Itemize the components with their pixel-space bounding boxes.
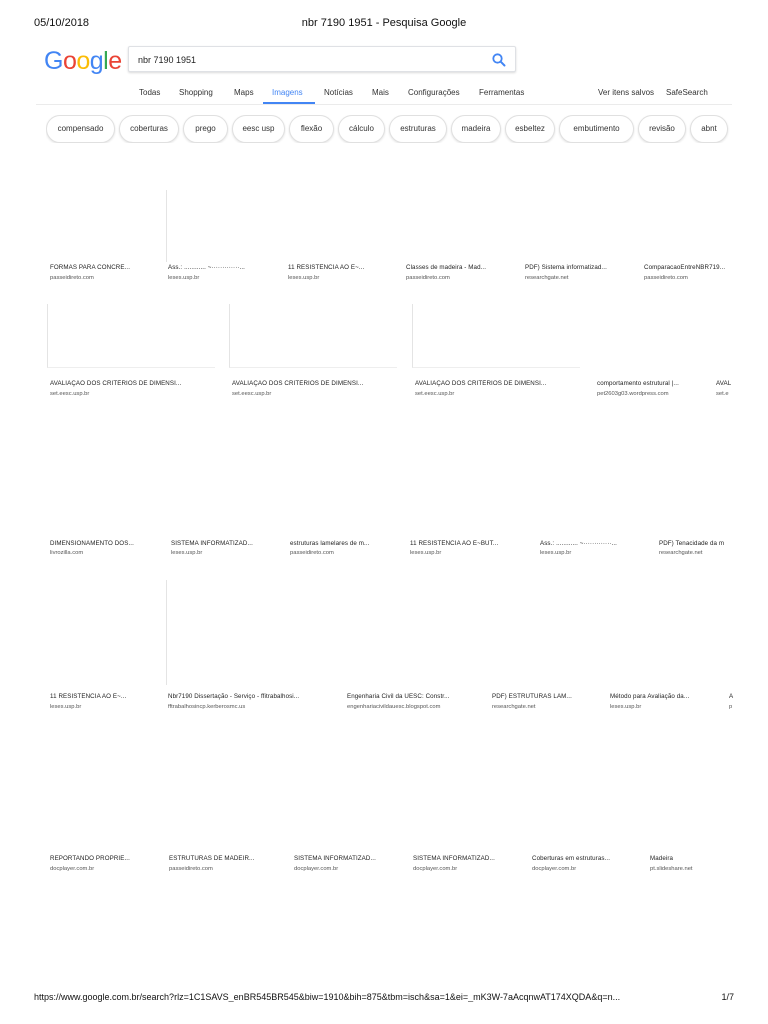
image-thumbnail[interactable] (727, 580, 757, 685)
result-title[interactable]: Método para Avaliação da... (610, 693, 690, 700)
result-source: set.eesc.usp.br (50, 391, 90, 397)
result-source: pt.slideshare.net (650, 866, 693, 872)
result-source: set.eesc.usp.br (415, 391, 455, 397)
result-source: leses.usp.br (410, 550, 442, 556)
chip[interactable]: embutimento (559, 115, 634, 143)
logo-letter: G (44, 47, 63, 75)
image-thumbnail[interactable] (286, 160, 398, 262)
logo-letter: e (108, 47, 122, 75)
result-title[interactable]: SISTEMA INFORMATIZAD... (413, 855, 495, 862)
print-page-title: nbr 7190 1951 - Pesquisa Google (301, 17, 467, 29)
result-source: leses.usp.br (540, 550, 572, 556)
image-thumbnail[interactable] (657, 415, 757, 535)
image-thumbnail[interactable] (169, 415, 283, 535)
result-title[interactable]: Ass.: ............ ~·············... (540, 540, 617, 547)
result-title[interactable]: SISTEMA INFORMATIZAD... (294, 855, 376, 862)
result-title[interactable]: Ass.: ............ ~·············... (168, 264, 245, 271)
saved-items-link[interactable]: Ver itens salvos (598, 88, 655, 97)
image-thumbnail[interactable] (47, 304, 215, 368)
result-source: researchgate.net (492, 704, 536, 710)
logo-letter: o (62, 47, 77, 75)
image-thumbnail[interactable] (166, 580, 340, 685)
image-thumbnail[interactable] (166, 190, 280, 262)
print-url: https://www.google.com.br/search?rlz=1C1SAVS_enBR545BR545&biw=1910&bih=875&tbm=isch&sa=1&ei=_mK3W-7aAcqnwAT174XQDA&q=n... (34, 992, 621, 1002)
result-source: docplayer.com.br (413, 866, 458, 872)
logo-letter: l (103, 47, 109, 75)
result-title[interactable]: 11 RESISTÊNCIA AO E~BUT... (410, 540, 499, 547)
result-source: p (729, 704, 733, 710)
image-thumbnail[interactable] (648, 730, 756, 850)
chip[interactable]: eesc usp (232, 115, 285, 143)
result-title[interactable]: Coberturas em estruturas... (532, 855, 611, 862)
result-title[interactable]: AVALIAÇÃO DOS CRITÉRIOS DE DIMENSI... (232, 380, 364, 387)
result-title[interactable]: ESTRUTURAS DE MADEIR... (169, 855, 255, 862)
result-source: passeidireto.com (50, 275, 94, 281)
image-thumbnail[interactable] (288, 415, 402, 535)
print-page-number: 1/7 (721, 992, 734, 1002)
result-title[interactable]: Nbr7190 Dissertação - Serviço - ffitrabalhosi... (168, 693, 300, 700)
image-thumbnail[interactable] (48, 415, 162, 535)
result-title[interactable]: Engenharia Civil da UESC: Constr... (347, 693, 450, 700)
result-title[interactable]: Madeira (650, 855, 674, 862)
image-thumbnail[interactable] (523, 160, 637, 262)
result-title[interactable]: SISTEMA INFORMATIZAD... (171, 540, 253, 547)
result-source: passeidireto.com (406, 275, 450, 281)
search-tabs (0, 82, 768, 106)
result-source: pet2603g03.wordpress.com (597, 391, 669, 397)
result-source: researchgate.net (525, 275, 569, 281)
chip[interactable]: prego (183, 115, 228, 143)
image-thumbnail[interactable] (48, 730, 162, 850)
print-date: 05/10/2018 (34, 17, 90, 29)
image-thumbnail[interactable] (404, 160, 518, 262)
result-source: docplayer.com.br (294, 866, 339, 872)
image-thumbnail[interactable] (411, 730, 525, 850)
result-source: leses.usp.br (171, 550, 203, 556)
result-title[interactable]: REPORTANDO PROPRIE... (50, 855, 130, 862)
tab-todas[interactable]: Todas (139, 88, 161, 97)
result-source: set.eesc.usp.br (232, 391, 272, 397)
google-logo[interactable] (44, 46, 122, 76)
result-source: passeidireto.com (169, 866, 213, 872)
result-title[interactable]: 11 RESISTÊNCIA AO E~... (288, 264, 365, 271)
result-title[interactable]: PDF) ESTRUTURAS LAM... (492, 693, 572, 700)
result-title[interactable]: FÔRMAS PARA CONCRE... (50, 264, 131, 271)
result-source: leses.usp.br (610, 704, 642, 710)
result-source: fftrabalhosincp.kerberosmc.us (168, 704, 246, 710)
chip[interactable]: estruturas (389, 115, 447, 143)
tab-mais[interactable]: Mais (372, 88, 389, 97)
chip[interactable]: abnt (690, 115, 728, 143)
logo-letter: g (89, 47, 104, 75)
chip[interactable]: compensado (46, 115, 115, 143)
tab-noticias[interactable]: Notícias (324, 88, 353, 97)
result-source: leses.usp.br (168, 275, 200, 281)
result-title[interactable]: Classes de madeira - Mad... (406, 264, 487, 271)
tab-configuracoes[interactable]: Configurações (408, 88, 460, 97)
search-input[interactable] (138, 52, 468, 67)
chip[interactable]: madeira (451, 115, 501, 143)
image-thumbnail[interactable] (608, 580, 722, 685)
result-source: set.e (716, 391, 729, 397)
result-title[interactable]: AVALIAÇÃO DOS CRITÉRIOS DE DIMENSI... (415, 380, 547, 387)
print-header (0, 0, 768, 40)
image-thumbnail[interactable] (292, 730, 406, 850)
image-thumbnail[interactable] (167, 730, 287, 850)
search-box (128, 46, 516, 72)
result-title[interactable]: AVALIAÇÃO DOS CRITÉRIOS DE DIMENSI... (50, 380, 182, 387)
result-source: leses.usp.br (288, 275, 320, 281)
image-thumbnail[interactable] (538, 415, 652, 535)
tab-maps[interactable]: Maps (234, 88, 254, 97)
tabs-divider (36, 104, 732, 105)
chip[interactable]: esbeltez (505, 115, 555, 143)
result-title[interactable]: AVAL (716, 380, 732, 387)
search-icon (491, 52, 507, 68)
related-chips (46, 115, 768, 143)
image-thumbnail[interactable] (229, 304, 397, 368)
chip[interactable]: coberturas (119, 115, 179, 143)
result-source: docplayer.com.br (532, 866, 577, 872)
search-button[interactable] (491, 52, 507, 68)
result-title[interactable]: 11 RESISTÊNCIA AO E~... (50, 693, 127, 700)
chip[interactable]: flexão (289, 115, 334, 143)
result-source: researchgate.net (659, 550, 703, 556)
result-title[interactable]: DIMENSIONAMENTO DOS... (50, 540, 134, 547)
chip[interactable]: revisão (638, 115, 686, 143)
result-source: passeidireto.com (644, 275, 688, 281)
result-title[interactable]: A (729, 693, 734, 700)
image-thumbnail[interactable] (714, 304, 754, 368)
logo-letter: o (76, 47, 90, 75)
image-thumbnail[interactable] (412, 304, 580, 368)
chip[interactable]: cálculo (338, 115, 385, 143)
safesearch-link[interactable]: SafeSearch (666, 88, 708, 97)
tab-imagens[interactable]: Imagens (272, 88, 303, 97)
result-title[interactable]: estruturas lamelares de m... (290, 540, 370, 547)
result-title[interactable]: ComparacaoEntreNBR719... (644, 264, 726, 271)
result-source: livrozilla.com (50, 550, 84, 556)
image-thumbnail[interactable] (48, 160, 162, 262)
result-source: passeidireto.com (290, 550, 334, 556)
image-thumbnail[interactable] (345, 580, 485, 685)
image-thumbnail[interactable] (642, 160, 756, 262)
image-thumbnail[interactable] (48, 580, 162, 685)
tab-ferramentas[interactable]: Ferramentas (479, 88, 525, 97)
result-title[interactable]: PDF) Sistema informatizad... (525, 264, 607, 271)
print-footer (0, 992, 768, 1006)
tab-shopping[interactable]: Shopping (179, 88, 213, 97)
image-thumbnail[interactable] (595, 304, 707, 368)
image-thumbnail[interactable] (490, 580, 604, 685)
image-thumbnail[interactable] (530, 730, 644, 850)
image-results (0, 150, 768, 980)
result-title[interactable]: PDF) Tenacidade da m (659, 540, 725, 547)
result-source: docplayer.com.br (50, 866, 95, 872)
result-source: engenhariacivildauesc.blogspot.com (347, 704, 441, 710)
result-title[interactable]: comportamento estrutural |... (597, 380, 679, 387)
image-thumbnail[interactable] (408, 415, 532, 535)
result-source: leses.usp.br (50, 704, 82, 710)
